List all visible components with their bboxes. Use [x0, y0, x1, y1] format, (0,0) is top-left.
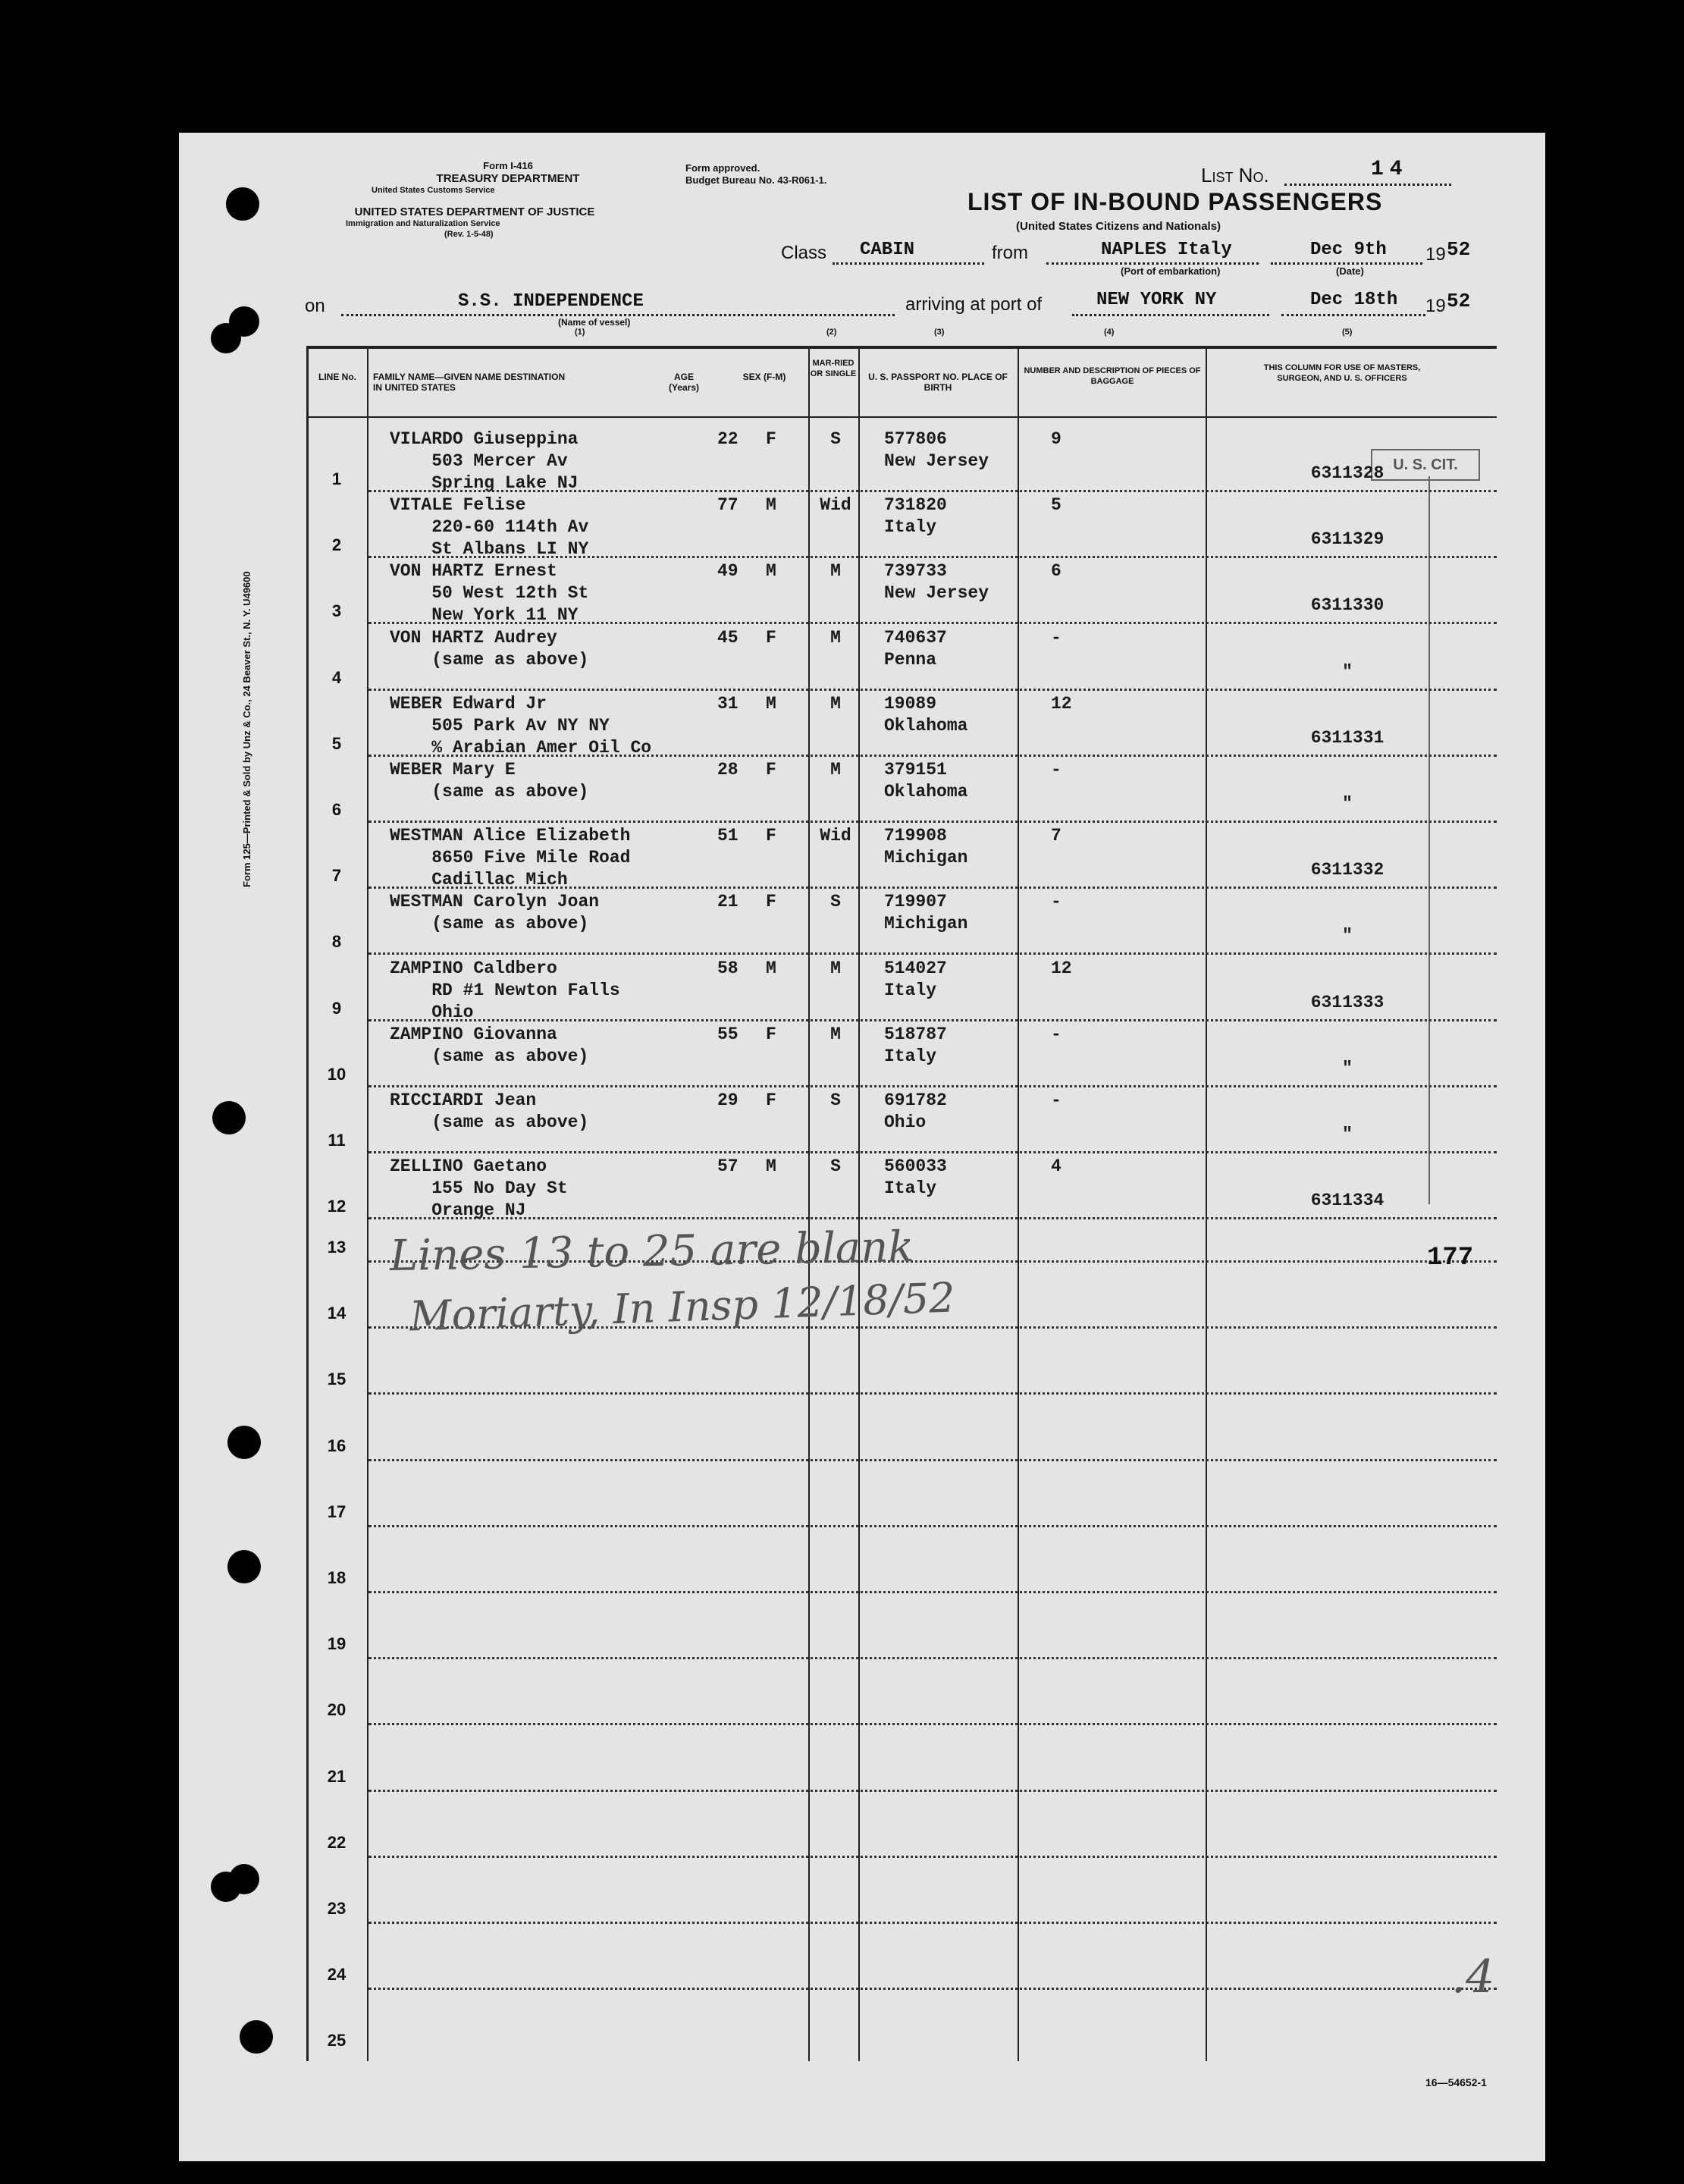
baggage-count: 5 [1051, 495, 1062, 516]
marital-status: S [830, 892, 841, 912]
passport-number: 379151 [884, 760, 947, 780]
row-separator [368, 952, 1497, 955]
destination-address: (same as above) [390, 782, 589, 802]
baggage-count: - [1051, 760, 1062, 780]
header-baggage: NUMBER AND DESCRIPTION OF PIECES OF BAGGAGE [1024, 366, 1201, 386]
destination-address: 505 Park Av NY NY % Arabian Amer Oil Co [431, 715, 652, 758]
place-of-birth: Ohio [884, 1112, 927, 1132]
row-separator [368, 755, 1497, 757]
row-separator [368, 1723, 1497, 1725]
total-count: 177 [1427, 1244, 1474, 1272]
ins-service: Immigration and Naturalization Service [346, 219, 500, 228]
printer-imprint: Form 125—Printed & Sold by Unz & Co., 24 Beaver St., N. Y. U49600 [241, 571, 252, 887]
passport-number: 518787 [884, 1024, 947, 1044]
officer-number: " [1342, 661, 1353, 682]
row-separator [368, 1085, 1497, 1087]
year-suffix-2: 52 [1447, 290, 1471, 312]
sex-value: M [766, 561, 776, 582]
marital-status: M [830, 561, 841, 582]
line-number: 2 [331, 535, 342, 555]
passenger-name: WEBER Edward Jr [390, 693, 547, 714]
line-number: 7 [331, 866, 342, 886]
port-of-arrival: NEW YORK NY [1096, 290, 1217, 310]
age-value: 22 [717, 429, 739, 449]
line-number: 15 [327, 1370, 347, 1389]
line-number: 3 [331, 601, 342, 621]
baggage-count: 9 [1051, 429, 1062, 449]
officer-number: 6311332 [1310, 860, 1385, 880]
vessel-caption: (Name of vessel) [558, 317, 631, 328]
age-value: 49 [717, 561, 739, 582]
line-number: 16 [327, 1436, 347, 1455]
col-number-4: (4) [1104, 328, 1115, 337]
passport-number: 740637 [884, 627, 947, 648]
destination-address: (same as above) [390, 1046, 589, 1066]
age-value: 29 [717, 1090, 739, 1110]
line-number: 6 [331, 800, 342, 819]
line-number: 25 [327, 2031, 347, 2051]
passenger-name: VILARDO Giuseppina [390, 429, 579, 449]
sex-value: F [766, 1024, 776, 1044]
row-separator [368, 886, 1497, 889]
passport-number: 560033 [884, 1156, 947, 1177]
header-passport: U. S. PASSPORT NO. PLACE OF BIRTH [868, 372, 1008, 393]
passport-number: 719907 [884, 892, 947, 912]
embark-line [1046, 262, 1259, 265]
class-line [833, 262, 984, 265]
list-no-label: List No. [1201, 164, 1269, 187]
form-approved: Form approved. [685, 162, 760, 174]
from-label: from [992, 243, 1028, 263]
row-separator [368, 1591, 1497, 1593]
punch-hole [212, 1101, 246, 1134]
row-separator [368, 1856, 1497, 1858]
marital-status: M [830, 693, 841, 714]
marital-status: M [830, 760, 841, 780]
class-value: CABIN [860, 240, 915, 260]
row-separator [368, 1151, 1497, 1153]
embark-date: Dec 9th [1310, 240, 1387, 260]
officer-number: " [1342, 926, 1353, 946]
age-value: 45 [717, 627, 739, 648]
officer-number: " [1342, 1125, 1353, 1144]
passenger-name: WEBER Mary E [390, 760, 516, 780]
age-value: 77 [717, 495, 739, 516]
department-of-justice: UNITED STATES DEPARTMENT OF JUSTICE [354, 206, 595, 218]
destination-address: (same as above) [390, 914, 589, 934]
list-no-line [1284, 184, 1451, 186]
line-number: 11 [328, 1131, 346, 1150]
form-number: Form I-416 [483, 160, 533, 171]
officer-number: " [1342, 794, 1353, 814]
header-married: MAR-RIED OR SINGLE [810, 359, 857, 378]
passport-number: 19089 [884, 693, 937, 714]
place-of-birth: Penna [884, 649, 937, 670]
age-value: 28 [717, 760, 739, 780]
passenger-name: VON HARTZ Ernest [390, 561, 557, 582]
destination-address: 155 No Day St Orange NJ [431, 1178, 568, 1221]
punch-hole [227, 1550, 261, 1583]
col-number-5: (5) [1342, 328, 1353, 337]
arrival-date: Dec 18th [1310, 290, 1398, 310]
line-number: 9 [331, 998, 342, 1018]
place-of-birth: New Jersey [884, 583, 989, 604]
officer-number: 6311329 [1310, 529, 1385, 550]
place-of-birth: Italy [884, 1046, 937, 1066]
port-of-embarkation: NAPLES Italy [1101, 240, 1232, 260]
passport-number: 719908 [884, 826, 947, 846]
embark-date-line [1271, 262, 1422, 265]
passenger-name: RICCIARDI Jean [390, 1090, 537, 1110]
sex-value: F [766, 892, 776, 912]
place-of-birth: Michigan [884, 848, 968, 868]
document-subtitle: (United States Citizens and Nationals) [1016, 220, 1221, 233]
us-citizen-stamp: U. S. CIT. [1371, 449, 1480, 481]
row-separator [368, 821, 1497, 823]
age-value: 55 [717, 1024, 739, 1044]
line-number: 13 [327, 1238, 347, 1257]
passenger-name: VON HARTZ Audrey [390, 627, 557, 648]
destination-address: 8650 Five Mile Road Cadillac Mich [431, 848, 631, 890]
table-top-border [306, 346, 1497, 349]
place-of-birth: Oklahoma [884, 715, 968, 736]
passport-number: 514027 [884, 958, 947, 978]
baggage-count: 6 [1051, 561, 1062, 582]
on-label: on [305, 296, 325, 316]
row-separator [368, 1988, 1497, 1990]
punch-hole [227, 1426, 261, 1459]
line-number: 21 [327, 1766, 347, 1786]
col-divider-married [808, 346, 810, 2061]
line-number: 22 [327, 1832, 347, 1852]
line-number: 1 [331, 469, 342, 488]
place-of-birth: Italy [884, 517, 937, 538]
age-value: 21 [717, 892, 739, 912]
age-value: 58 [717, 958, 739, 978]
year-suffix-1: 52 [1447, 238, 1471, 261]
officer-number: 6311330 [1310, 595, 1385, 616]
col-divider-line [367, 346, 368, 2061]
arrival-date-line [1281, 314, 1425, 316]
sex-value: F [766, 1090, 776, 1110]
stamp-bracket-line [1428, 476, 1430, 1204]
row-separator [368, 1459, 1497, 1461]
list-no-value: 14 [1371, 158, 1409, 181]
arrival-port-line [1072, 314, 1269, 316]
officer-number: 6311328 [1310, 463, 1385, 483]
line-number: 5 [331, 733, 342, 753]
row-separator [368, 622, 1497, 624]
passport-number: 739733 [884, 561, 947, 582]
place-of-birth: Oklahoma [884, 782, 968, 802]
sex-value: M [766, 495, 776, 516]
row-separator [368, 1525, 1497, 1527]
age-value: 31 [717, 693, 739, 714]
header-officers: THIS COLUMN FOR USE OF MASTERS, SURGEON, AND U. S. OFFICERS [1263, 363, 1421, 383]
passenger-name: WESTMAN Alice Elizabeth [390, 826, 631, 846]
sex-value: F [766, 627, 776, 648]
passenger-name: ZAMPINO Caldbero [390, 958, 557, 978]
age-value: 57 [717, 1156, 739, 1177]
passport-number: 731820 [884, 495, 947, 516]
marital-status: S [830, 1090, 841, 1110]
row-separator [368, 1392, 1497, 1395]
passport-number: 577806 [884, 429, 947, 449]
line-number: 4 [331, 667, 342, 687]
vessel-name: S.S. INDEPENDENCE [458, 291, 644, 312]
handwritten-blank-note: Lines 13 to 25 are blank [389, 1222, 914, 1282]
table-left-border [306, 346, 309, 2061]
line-number: 18 [327, 1568, 347, 1587]
marital-status: M [830, 1024, 841, 1044]
document-title: LIST OF IN-BOUND PASSENGERS [967, 188, 1383, 215]
header-name: FAMILY NAME—GIVEN NAME DESTINATION IN UNITED STATES [373, 372, 566, 393]
handwritten-inspector-signature: Moriarty, In Insp 12/18/52 [409, 1273, 956, 1341]
marital-status: S [830, 1156, 841, 1177]
sex-value: M [766, 958, 776, 978]
row-separator [368, 490, 1497, 492]
arriving-label: arriving at port of [905, 294, 1043, 315]
handwritten-corner-mark: .4 [1451, 1950, 1495, 2004]
line-number: 8 [331, 932, 342, 952]
baggage-count: - [1051, 627, 1062, 648]
officer-number: 6311331 [1310, 727, 1385, 748]
customs-service: United States Customs Service [372, 186, 495, 195]
age-value: 51 [717, 826, 739, 846]
marital-status: M [830, 958, 841, 978]
place-of-birth: New Jersey [884, 451, 989, 471]
passenger-name: ZAMPINO Giovanna [390, 1024, 557, 1044]
class-label: Class [781, 243, 827, 263]
treasury-department: TREASURY DEPARTMENT [436, 172, 580, 185]
header-bottom-rule [306, 416, 1497, 418]
row-separator [368, 1922, 1497, 1924]
passenger-name: ZELLINO Gaetano [390, 1156, 547, 1177]
col-divider-baggage [1018, 346, 1019, 2061]
destination-address: (same as above) [390, 1112, 589, 1132]
officer-number: 6311334 [1310, 1191, 1385, 1211]
baggage-count: - [1051, 1024, 1062, 1044]
destination-address: RD #1 Newton Falls Ohio [431, 980, 620, 1022]
row-separator [368, 1019, 1497, 1021]
header-line-no: LINE No. [318, 372, 356, 382]
year-prefix-2: 19 [1425, 296, 1446, 316]
col-divider-officers [1206, 346, 1207, 2061]
baggage-count: 4 [1051, 1156, 1062, 1177]
baggage-count: - [1051, 892, 1062, 912]
place-of-birth: Italy [884, 980, 937, 1000]
line-number: 24 [327, 1965, 347, 1985]
marital-status: Wid [820, 495, 851, 516]
line-number: 17 [327, 1502, 347, 1521]
sex-value: F [766, 760, 776, 780]
year-prefix-1: 19 [1425, 244, 1446, 265]
sex-value: F [766, 826, 776, 846]
row-separator [368, 1790, 1497, 1792]
header-sex: SEX (F-M) [742, 372, 786, 382]
marital-status: M [830, 627, 841, 648]
date-caption: (Date) [1336, 265, 1364, 277]
col-number-2: (2) [826, 328, 837, 337]
officer-number: " [1342, 1058, 1353, 1078]
header-age: AGE (Years) [668, 372, 700, 393]
col-divider-passport [858, 346, 860, 2061]
marital-status: S [830, 429, 841, 449]
baggage-count: 7 [1051, 826, 1062, 846]
row-separator [368, 1657, 1497, 1659]
row-separator [368, 556, 1497, 558]
revision: (Rev. 1-5-48) [444, 230, 494, 239]
baggage-count: 12 [1051, 958, 1072, 978]
line-number: 12 [327, 1197, 347, 1216]
destination-address: 503 Mercer Av Spring Lake NJ [431, 451, 579, 493]
place-of-birth: Michigan [884, 914, 968, 934]
punch-hole [229, 306, 259, 337]
line-number: 10 [327, 1064, 347, 1084]
line-number: 19 [327, 1634, 347, 1654]
col-number-3: (3) [934, 328, 945, 337]
punch-hole [229, 1864, 259, 1894]
punch-hole [226, 187, 259, 221]
col-number-1: (1) [575, 328, 585, 337]
passenger-name: VITALE Felise [390, 495, 526, 516]
baggage-count: - [1051, 1090, 1062, 1110]
marital-status: Wid [820, 826, 851, 846]
vessel-line [341, 314, 895, 316]
line-number: 14 [327, 1304, 347, 1323]
budget-bureau: Budget Bureau No. 43-R061-1. [685, 174, 827, 186]
row-separator [368, 689, 1497, 691]
footer-form-code: 16—54652-1 [1425, 2076, 1487, 2088]
sex-value: F [766, 429, 776, 449]
embark-caption: (Port of embarkation) [1121, 265, 1221, 277]
passport-number: 691782 [884, 1090, 947, 1110]
line-number: 23 [327, 1899, 347, 1918]
line-number: 20 [327, 1700, 347, 1720]
officer-number: 6311333 [1310, 992, 1385, 1012]
place-of-birth: Italy [884, 1178, 937, 1199]
passenger-name: WESTMAN Carolyn Joan [390, 892, 600, 912]
destination-address: (same as above) [390, 649, 589, 670]
baggage-count: 12 [1051, 693, 1072, 714]
sex-value: M [766, 693, 776, 714]
destination-address: 220-60 114th Av St Albans LI NY [431, 517, 589, 560]
punch-hole [240, 2020, 273, 2054]
destination-address: 50 West 12th St New York 11 NY [431, 583, 589, 626]
row-separator [368, 1217, 1497, 1219]
sex-value: M [766, 1156, 776, 1177]
